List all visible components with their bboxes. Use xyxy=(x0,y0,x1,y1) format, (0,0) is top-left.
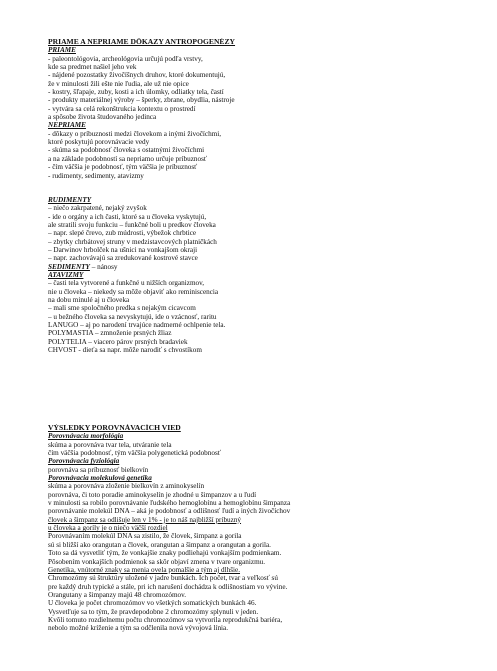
text-line: ktoré poskytujú porovnávacie vedy xyxy=(48,138,150,147)
text-line: ale stratili svoju funkciu – funkčné boli u predkov človeka xyxy=(48,220,216,229)
text-line: Orangutany a šimpanzy majú 48 chromozómov. xyxy=(48,590,187,599)
text-line: porovnáva, či toto poradie aminokyselín je zhodné u šimpanzov a u ľudí xyxy=(48,490,257,499)
text-line: - vytvára sa celá rekonštrukcia kontextu o prostredí xyxy=(48,104,196,113)
text-line: skúma a porovnáva zloženie bielkovín z aminokyselín xyxy=(48,482,205,491)
subheading-sedimenty: SEDIMENTY xyxy=(48,262,90,271)
text-line: – zbytky chrbátovej struny v medzistavcových platničkách xyxy=(48,237,217,246)
text-line: – Darwinov hrbolček na ušnici na vonkajšom okraji xyxy=(48,245,198,254)
text-line: v minulosti sa robilo porovnávanie ľudského hemoglobínu a hemoglobínu šimpanza xyxy=(48,499,291,508)
text-line: nie u človeka – niekedy sa môže objaviť ako reminiscencia xyxy=(48,287,219,296)
text-line: kde sa predmet našiel jeho vek xyxy=(48,63,137,72)
text-line: POLYTELIA – viacero párov prsných bradaviek xyxy=(48,337,188,346)
text-line: pre každý druh typické a stále, pri ich narušení dochádza k odlišnostiam vo vývine. xyxy=(48,582,288,591)
priame-list xyxy=(48,55,468,122)
section-title: PRIAME A NEPRIAME DÔKAZY ANTROPOGENÉZY xyxy=(48,38,236,46)
text-line: porovnáva sa príbuznosť bielkovín xyxy=(48,465,149,474)
text-line: - produkty materiálnej výroby – šperky, zbrane, obydlia, nástroje xyxy=(48,96,235,105)
text-line: - skúma sa podobnosť človeka s ostatnými živočíchmi xyxy=(48,146,205,155)
text-line: a na základe podobností sa nepriamo určuje príbuznosť xyxy=(48,154,207,163)
text-line: - ide o orgány a ich časti, ktoré sa u človeka vyskytujú, xyxy=(48,212,207,221)
text-line: Pôsobením vonkajších podmienok sa skôr objaví zmena v tvare organizmu. xyxy=(48,557,266,566)
text-line: skúma a porovnáva tvar tela, utváranie tela xyxy=(48,440,172,449)
text-line: – mali sme spoločného predka s nejakým cicavcom xyxy=(48,304,196,313)
text-line: Genetika, vnútorné znaky sa menia ovela pomalšie a tým aj dlhšie. xyxy=(48,565,241,574)
nepriame-list xyxy=(48,130,468,180)
subheading-rudimenty: RUDIMENTY xyxy=(48,195,92,204)
text-line: sú si bližší ako orangutan a človek, orangutan a šimpanz a orangutan a gorila. xyxy=(48,540,271,549)
section-porovnavacie-vedy xyxy=(48,424,468,633)
sedimenty-line xyxy=(48,263,468,271)
fyziologia-list xyxy=(48,466,468,474)
atavizmy-list xyxy=(48,279,468,354)
text-line: Porovnávaním molekúl DNA sa zistilo, že človek, šimpanz a gorila xyxy=(48,532,242,541)
text-line: na dobu minulé aj u človeka xyxy=(48,295,130,304)
text-line: – u bežného človeka sa nevyskytujú, ide o vzácnosť, raritu xyxy=(48,312,217,321)
rudimenty-list xyxy=(48,204,468,262)
text-line: človek a šimpanz sa odlišuje len v 1% - je to náš najbližší príbuzný xyxy=(48,515,242,524)
text-line: – napr. slepé črevo, zub múdrosti, výbežok chrbtice xyxy=(48,229,197,238)
subheading-genetika: Porovnávacia molekulová genetika xyxy=(48,474,152,483)
text-line: Kvôli tomuto rozdielnemu počtu chromozómov sa vytvorila reprodukčná bariéra, xyxy=(48,615,283,624)
text-line: – niečo zakrpatené, nejaký zvyšok xyxy=(48,204,147,213)
text-line: POLYMASTIA – zmnoženie prsných žliaz xyxy=(48,329,172,338)
text-line: - nájdené pozostatky živočíšnych druhov, ktoré dokumentujú, xyxy=(48,71,226,80)
text-line: U človeka je počet chromozómov vo všetkých somatických bunkách 46. xyxy=(48,599,257,608)
subheading-atavizmy: ATAVIZMY xyxy=(48,270,84,279)
text-line: – časti tela vytvorené a funkčné u nižších organizmov, xyxy=(48,279,205,288)
text-line: Vysvetľuje sa to tým, že pravdepodobne 2 chromozómy splynuli v jeden. xyxy=(48,607,259,616)
text-line: - rudimenty, sedimenty, atavizmy xyxy=(48,171,144,180)
text-line: CHVOST - dieťa sa napr. môže narodiť s chvostíkom xyxy=(48,346,202,355)
text-line: – napr. zachovávajú sa zredukované kostrové stavce xyxy=(48,254,198,263)
text-line: a spôsobe života študovaného jedinca xyxy=(48,113,157,122)
subheading-fyziologia: Porovnávacia fyziológia xyxy=(48,457,120,466)
text-line: - dôkazy o príbuznosti medzi človekom a inými živočíchmi, xyxy=(48,129,222,138)
text-line: u človeka a goríly je o niečo väčší rozdiel xyxy=(48,524,168,533)
text-line: Chromozómy sú štruktúry uložené v jadre bunkách. Ich počet, tvar a veľkosť sú xyxy=(48,574,278,583)
text-line: - kostry, šľapaje, zuby, kosti a ich úlomky, odliatky tela, častí xyxy=(48,88,224,97)
text-line: že v minulosti žili ešte nie ľudia, ale už nie opice xyxy=(48,79,189,88)
morfologia-list xyxy=(48,441,468,458)
text-line: Toto sa dá vysvetliť tým, že vonkajšie znaky podliehajú vonkajším podmienkam. xyxy=(48,549,282,558)
section-title: VÝSLEDKY POROVNÁVACÍCH VIED xyxy=(48,424,181,432)
text-line: - paleontológovia, archeológovia určujú podľa vrstvy, xyxy=(48,54,203,63)
text-line: porovnávanie molekúl DNA – aká je podobnosť a odlišnosť ľudí a iných živočíchov xyxy=(48,507,291,516)
text-line: čím väčšia podobnosť, tým väčšia polygenetická podobnosť xyxy=(48,449,221,458)
subheading-priame: PRIAME xyxy=(48,46,76,55)
subheading-nepriame: NEPRIAME xyxy=(48,121,86,130)
text-line: LANUGO – aj po narodení trvajúce nadmerné ochlpenie tela. xyxy=(48,321,226,329)
section-antropogeneza xyxy=(48,38,468,354)
text-line: nebolo možné kríženie a tým sa odčlenila nová vývojová línia. xyxy=(48,624,229,633)
sedimenty-text: – nánosy xyxy=(91,262,118,271)
text-line: - čím väčšia je podobnosť, tým väčšia je príbuznosť xyxy=(48,163,198,172)
subheading-morfologia: Porovnávacia morfológia xyxy=(48,432,124,441)
genetika-list xyxy=(48,482,468,632)
